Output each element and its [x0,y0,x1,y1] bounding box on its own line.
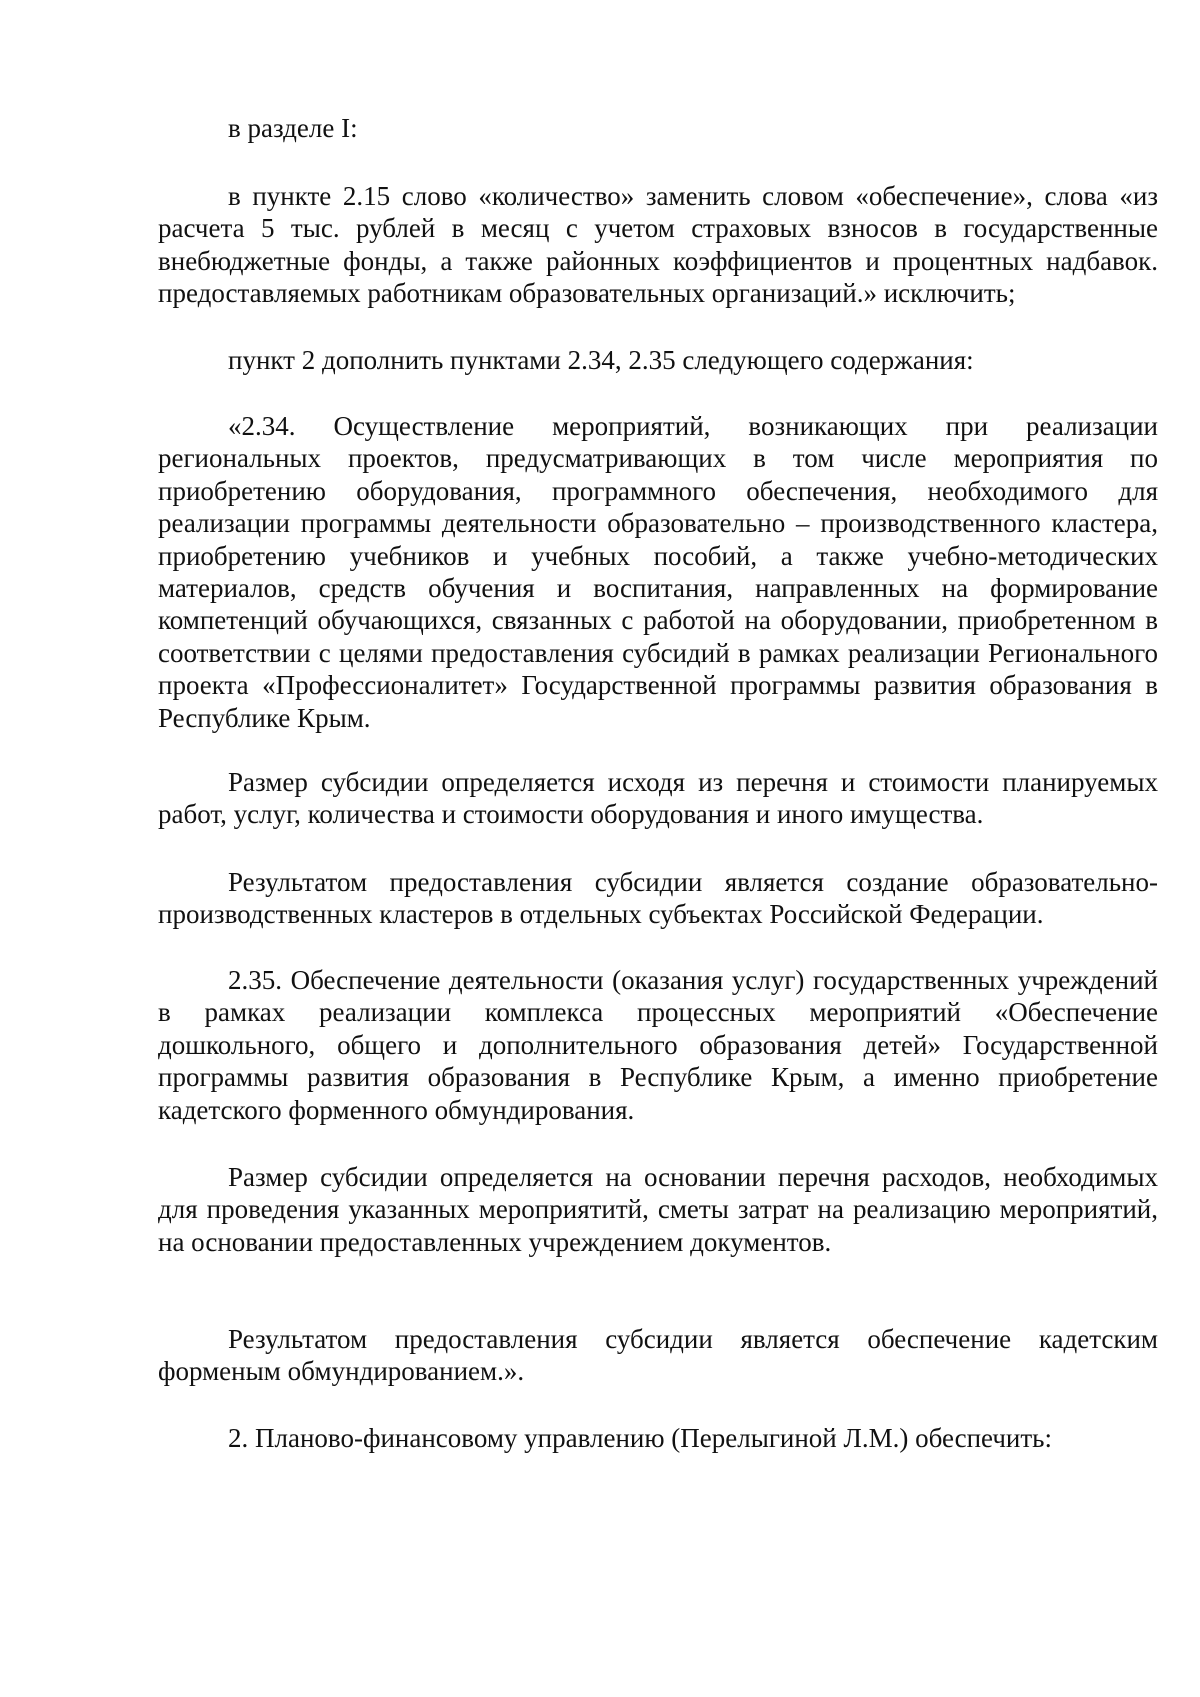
section-heading: в разделе I: [228,113,358,143]
paragraph-subsidy-size-2: Размер субсидии определяется на основании перечня расходов, необходимых для проведения указанных мероприятитй, сметы затрат на реализацию мероприятий, на основании предоставленных учреждением документов. [158,1162,1158,1257]
paragraph-item-2-34: «2.34. Осуществление мероприятий, возникающих при реализации региональных проектов, предусматривающих в том числе мероприятия по приобретению оборудования, программного обеспечения, необходимого для реализации программы деятельности образовательно – производственного кластера, приобретению учебников и учебных пособий, а также учебно-методических материалов, средств обучения и воспитания, направленных на формирование компетенций обучающихся, связанных с работой на оборудовании, приобретенном в соответствии с целями предоставления субсидий в рамках реализации Регионального проекта «Профессионалитет» Государственной программы развития образования в Республике Крым. [158,411,1158,733]
paragraph-item-2-15: в пункте 2.15 слово «количество» заменить словом «обеспечение», слова «из расчета 5 тыс. рублей в месяц с учетом страховых взносов в государственные внебюджетные фонды, а также районных коэффициентов и процентных надбавок. предоставляемых работникам образовательных организаций.» исключить; [158,181,1158,309]
paragraph-subsidy-size-1: Размер субсидии определяется исходя из перечня и стоимости планируемых работ, услуг, количества и стоимости оборудования и иного имущества. [158,767,1158,830]
paragraph-subsidy-result-2: Результатом предоставления субсидии является обеспечение кадетским форменым обмундированием.». [158,1324,1158,1387]
paragraph-add-points: пункт 2 дополнить пунктами 2.34, 2.35 следующего содержания: [228,345,974,375]
paragraph-item-2-35: 2.35. Обеспечение деятельности (оказания услуг) государственных учреждений в рамках реализации комплекса процессных мероприятий «Обеспечение дошкольного, общего и дополнительного образования детей» Государственной программы развития образования в Республике Крым, а именно приобретение кадетского форменного обмундирования. [158,965,1158,1125]
paragraph-subsidy-result-1: Результатом предоставления субсидии является создание образовательно-производственных кластеров в отдельных субъектах Российской Федерации. [158,867,1158,930]
paragraph-planning-department: 2. Планово-финансовому управлению (Перелыгиной Л.М.) обеспечить: [228,1423,1052,1453]
